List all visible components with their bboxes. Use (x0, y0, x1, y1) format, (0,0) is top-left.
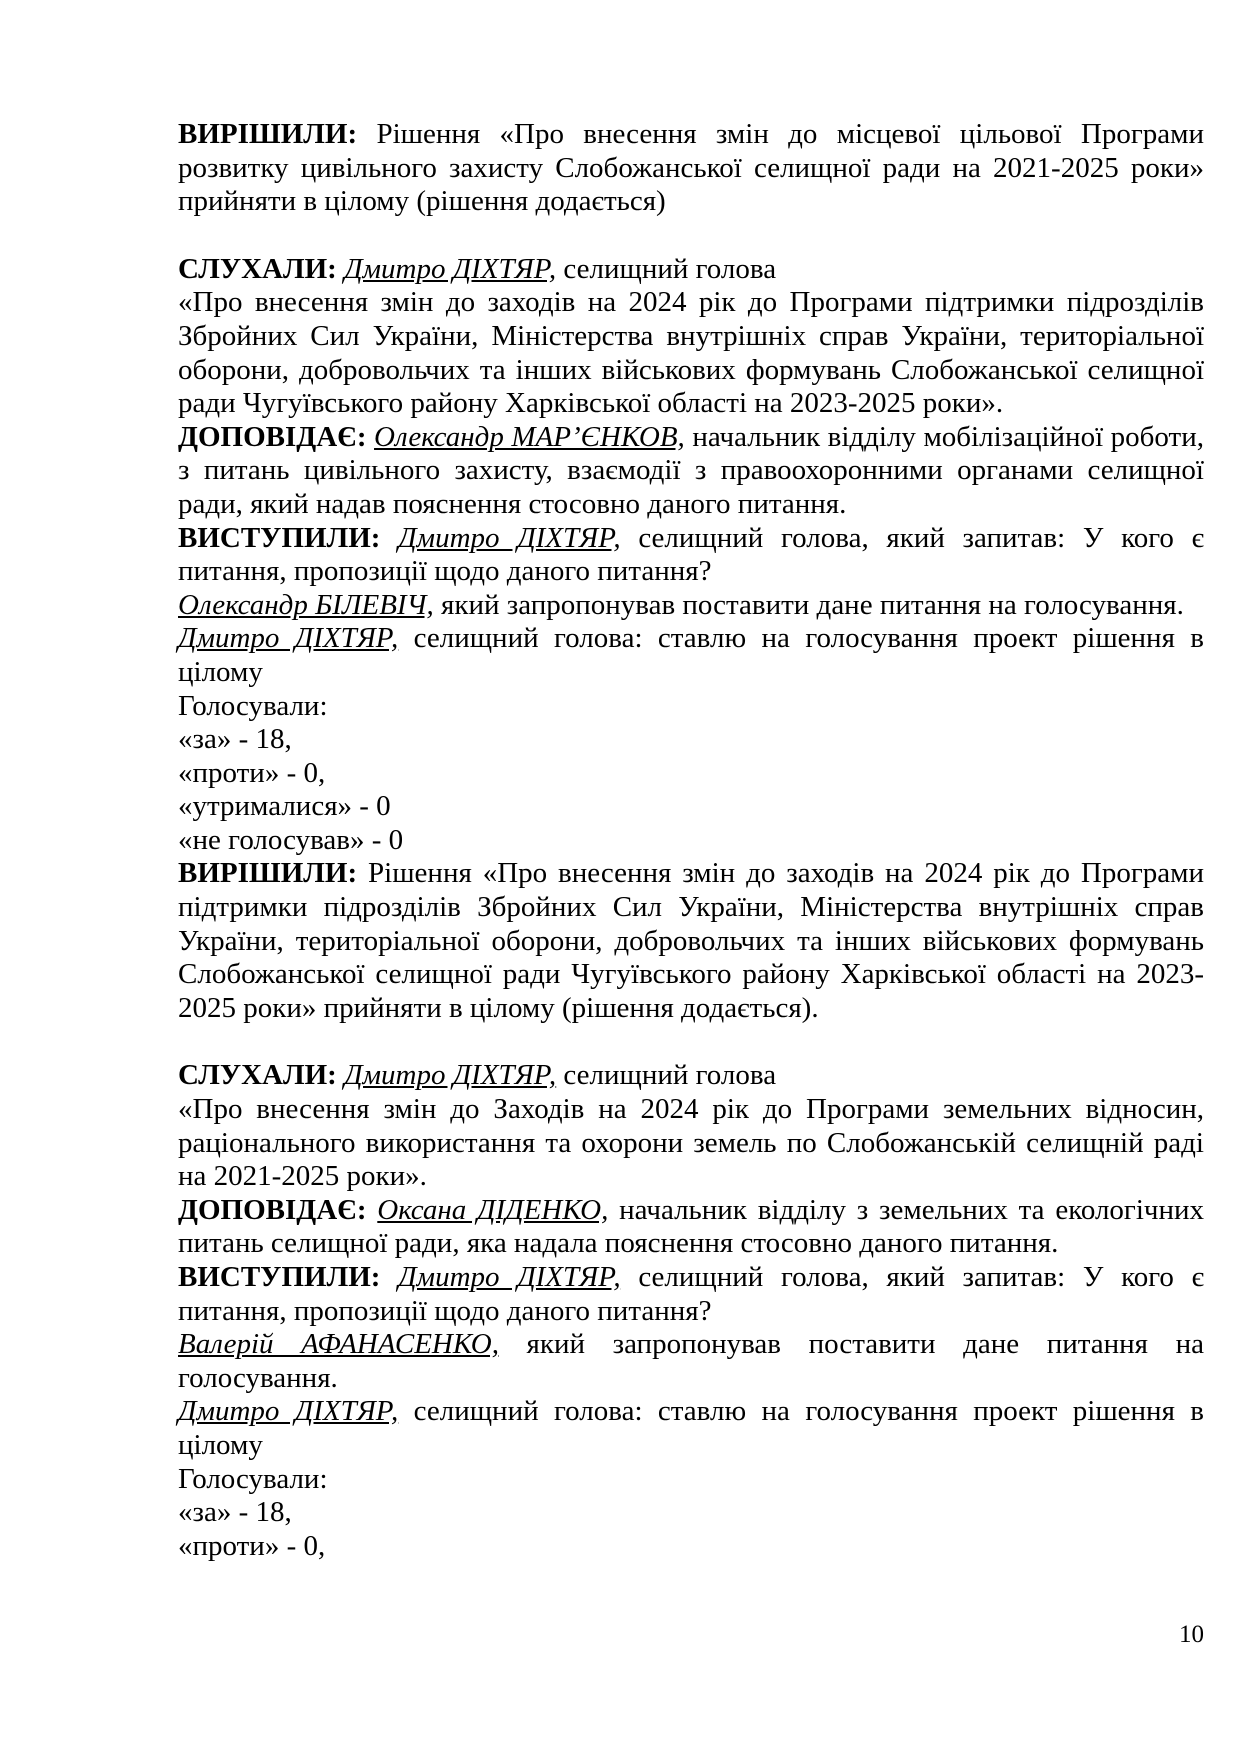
proposer-paragraph (178, 589, 1204, 623)
heard-label: СЛУХАЛИ: (178, 1059, 337, 1092)
resolved-paragraph (178, 118, 1204, 219)
proposer-name: Олександр БІЛЕВІЧ, (178, 588, 434, 621)
resolved-paragraph (178, 857, 1204, 1025)
chair-name: Дмитро ДІХТЯР, (178, 622, 399, 655)
vote-abstained: «утрималися» - 0 (178, 790, 391, 823)
speaker-text: селищний голова, який запитав: У кого є питання, пропозиції щодо даного питання? (178, 1261, 1205, 1327)
heard-paragraph (178, 1059, 1204, 1093)
spoke-label: ВИСТУПИЛИ: (178, 521, 381, 554)
reporter-text: начальник відділу з земельних та екологічних питань селищної ради, яка надала пояснення стосовно даного питання. (178, 1193, 1205, 1260)
section-gap (178, 1025, 1204, 1059)
vote-for: «за» - 18, (178, 1496, 292, 1529)
vote-not-voted: «не голосував» - 0 (178, 823, 404, 856)
voting-label: Голосували: (178, 689, 328, 722)
vote-against: «проти» - 0, (178, 1529, 326, 1562)
heard-label: СЛУХАЛИ: (178, 252, 337, 285)
reports-paragraph (178, 421, 1204, 522)
speaker-name: Дмитро ДІХТЯР, (398, 1261, 621, 1293)
spoke-paragraph (178, 522, 1204, 589)
heard-role: селищний голова (556, 252, 777, 285)
chair-text: селищний голова: ставлю на голосування проект рішення в цілому (178, 622, 1205, 688)
speaker-text: селищний голова, який запитав: У кого є питання, пропозиції щодо даного питання? (178, 521, 1205, 588)
reporter-name: Олександр МАР’ЄНКОВ, (374, 420, 685, 453)
reports-label: ДОПОВІДАЄ: (178, 1193, 367, 1226)
voting-label: Голосували: (178, 1462, 328, 1495)
chair-name: Дмитро ДІХТЯР, (178, 1395, 399, 1428)
proposer-name: Валерій АФАНАСЕНКО, (178, 1328, 499, 1361)
page-content (178, 118, 1204, 1563)
resolved-text: Рішення «Про внесення змін до місцевої цільової Програми розвитку цивільного захисту Слобожанської селищної ради на 2021-2025 роки» прийняти в цілому (рішення додається) (178, 118, 1204, 218)
chair-paragraph (178, 1395, 1204, 1462)
page-number: 10 (1179, 1621, 1204, 1648)
heard-role: селищний голова (556, 1059, 777, 1092)
reports-paragraph (178, 1194, 1204, 1261)
topic-paragraph: «Про внесення змін до Заходів на 2024 рік до Програми земельних відносин, раціонального використання та охорони земель по Слобожанській селищній раді на 2021-2025 роки». (178, 1093, 1204, 1193)
resolved-label: ВИРІШИЛИ: (178, 857, 358, 890)
chair-paragraph (178, 622, 1204, 689)
heard-paragraph (178, 253, 1204, 287)
spoke-paragraph (178, 1261, 1204, 1328)
section-gap (178, 219, 1204, 253)
vote-against: «проти» - 0, (178, 756, 326, 789)
heard-name: Дмитро ДІХТЯР, (344, 252, 557, 285)
reports-label: ДОПОВІДАЄ: (178, 420, 367, 453)
speaker-name: Дмитро ДІХТЯР, (398, 521, 621, 554)
resolved-text: Рішення «Про внесення змін до заходів на 2024 рік до Програми підтримки підрозділів Збройних Сил України, Міністерства внутрішніх справ України, територіальної оборони, добровольчих та інших військових формувань Слобожанської селищної ради Чугуївського району Харківської області на 2023-2025 роки» прийняти в цілому (рішення додається). (178, 857, 1204, 1024)
reporter-name: Оксана ДІДЕНКО, (377, 1193, 609, 1226)
proposer-text: який запропонував поставити дане питання на голосування. (178, 1328, 1204, 1394)
proposer-text: який запропонував поставити дане питання на голосування. (433, 588, 1184, 621)
proposer-paragraph (178, 1328, 1204, 1395)
resolved-label: ВИРІШИЛИ: (178, 118, 358, 150)
vote-for: «за» - 18, (178, 723, 292, 756)
heard-name: Дмитро ДІХТЯР, (344, 1059, 557, 1092)
spoke-label: ВИСТУПИЛИ: (178, 1261, 381, 1293)
reporter-text: начальник відділу мобілізаційної роботи, з питань цивільного захисту, взаємодії з правоохоронними органами селищної ради, який надав пояснення стосовно даного питання. (178, 420, 1204, 520)
topic-paragraph: «Про внесення змін до заходів на 2024 рік до Програми підтримки підрозділів Збройних Сил України, Міністерства внутрішніх справ України, територіальної оборони, добровольчих та інших військових формувань Слобожанської селищної ради Чугуївського району Харківської області на 2023-2025 роки». (178, 286, 1204, 420)
chair-text: селищний голова: ставлю на голосування проект рішення в цілому (178, 1395, 1205, 1461)
